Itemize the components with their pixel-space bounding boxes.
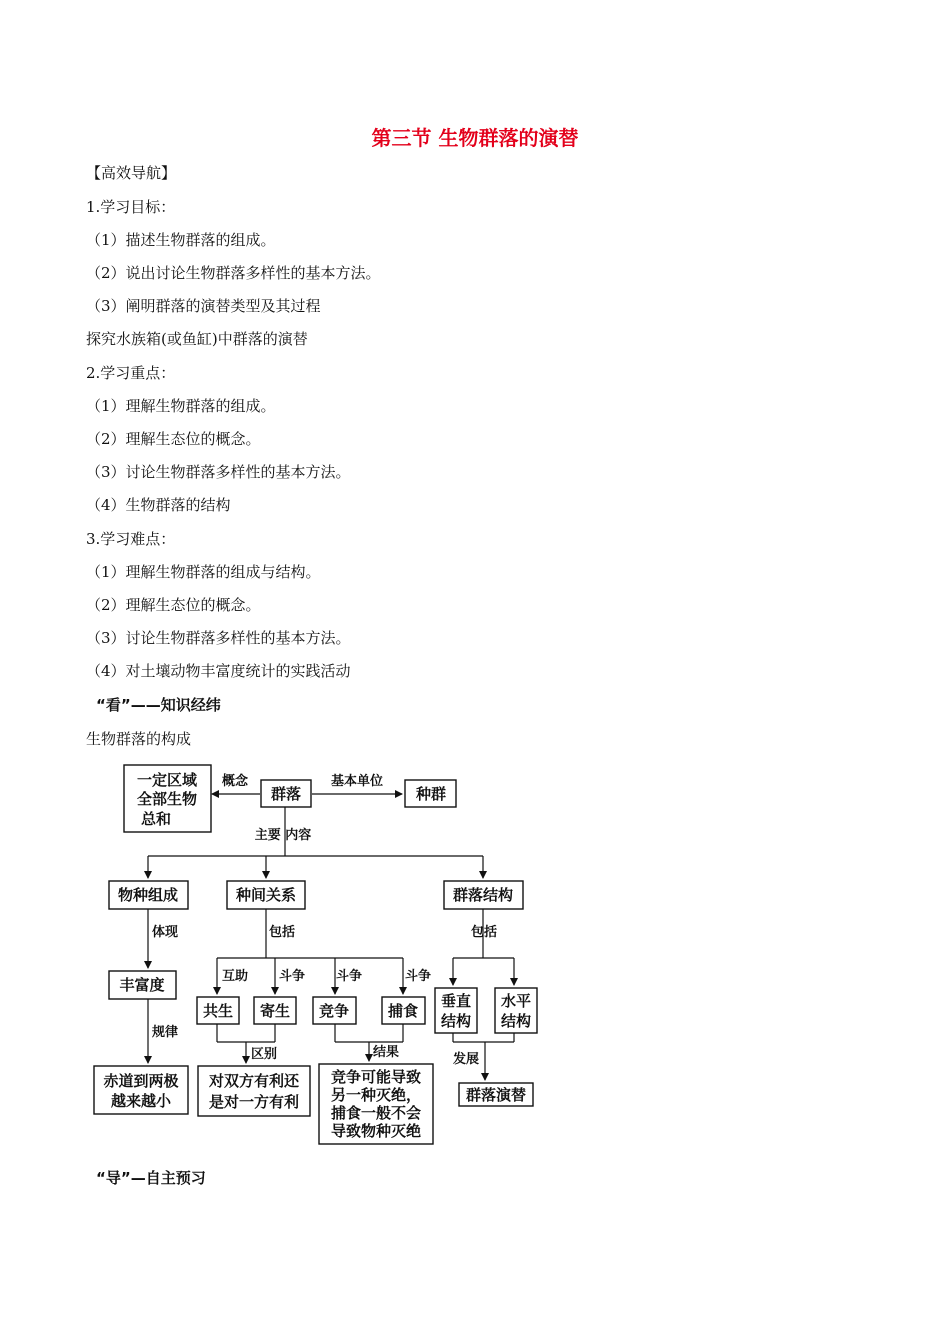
result-box-line: 另一种灭绝， [330, 1086, 422, 1104]
concept-box-line: 全部生物 [136, 790, 198, 808]
rule-box-line: 赤道到两极 [103, 1072, 179, 1090]
keypoint-item: （1）理解生物群落的组成。 [86, 397, 276, 415]
vertical-text: 垂直 [440, 992, 472, 1010]
label-fight: 斗争 [278, 969, 306, 984]
structure-text: 群落结构 [452, 886, 514, 904]
label-main-content: 主要 内容 [254, 828, 312, 843]
diagram-caption: 生物群落的构成 [86, 730, 192, 748]
parasitism-text: 寄生 [259, 1002, 291, 1020]
goal-item: （2）说出讨论生物群落多样性的基本方法。 [86, 264, 381, 282]
relations-text: 种间关系 [235, 886, 297, 904]
page-title: 第三节 生物群落的演替 [371, 126, 579, 150]
nav-heading: 【高效导航】 [86, 164, 177, 182]
label-concept: 概念 [221, 774, 249, 789]
symbiosis-text: 共生 [202, 1002, 234, 1020]
population-text: 种群 [415, 785, 447, 803]
result-box-line: 竞争可能导致 [330, 1068, 422, 1086]
label-include: 包括 [268, 925, 296, 940]
section-look-heading: “看”——知识经纬 [96, 696, 221, 714]
result-box-line: 捕食一般不会 [330, 1104, 422, 1122]
keypoint-item: （4）生物群落的结构 [86, 496, 231, 514]
label-difference: 区别 [250, 1047, 278, 1062]
concept-box-line: 总和 [140, 810, 172, 828]
result-box-line: 导致物种灭绝 [330, 1122, 422, 1140]
goals-heading: 1.学习目标： [86, 198, 176, 216]
label-unit: 基本单位 [330, 774, 384, 789]
difficulty-item: （2）理解生态位的概念。 [86, 596, 261, 614]
label-include: 包括 [470, 925, 498, 940]
section-guide-heading: “导”—自主预习 [96, 1169, 206, 1187]
difficulty-item: （4）对土壤动物丰富度统计的实践活动 [86, 662, 351, 680]
center-text: 群落 [270, 785, 302, 803]
horizontal-text: 结构 [500, 1012, 532, 1030]
keypoints-heading: 2.学习重点： [86, 364, 176, 382]
difficulties-heading: 3.学习难点： [86, 530, 176, 548]
keypoint-item: （2）理解生态位的概念。 [86, 430, 261, 448]
diff-box-line: 是对一方有利 [208, 1093, 300, 1111]
label-develop: 发展 [452, 1052, 480, 1067]
label-mutual: 互助 [221, 969, 249, 984]
label-rule: 规律 [151, 1025, 179, 1040]
label-fight: 斗争 [335, 969, 363, 984]
horizontal-text: 水平 [500, 992, 532, 1010]
rule-box-line: 越来越小 [110, 1092, 172, 1110]
competition-text: 竞争 [318, 1002, 350, 1020]
predation-text: 捕食 [387, 1002, 419, 1020]
vertical-text: 结构 [440, 1012, 472, 1030]
keypoint-item: （3）讨论生物群落多样性的基本方法。 [86, 463, 351, 481]
concept-box-line: 一定区域 [136, 771, 198, 789]
succession-text: 群落演替 [465, 1086, 527, 1104]
difficulty-item: （3）讨论生物群落多样性的基本方法。 [86, 629, 351, 647]
label-fight: 斗争 [404, 969, 432, 984]
goal-item: （3）阐明群落的演替类型及其过程 [86, 297, 321, 315]
label-embody: 体现 [151, 925, 179, 940]
goal-extra: 探究水族箱(或鱼缸)中群落的演替 [86, 330, 308, 348]
difficulty-item: （1）理解生物群落的组成与结构。 [86, 563, 321, 581]
label-result: 结果 [372, 1045, 400, 1060]
species-comp-text: 物种组成 [117, 886, 179, 904]
goal-item: （1）描述生物群落的组成。 [86, 231, 276, 249]
diff-box-line: 对双方有利还 [208, 1072, 300, 1090]
richness-text: 丰富度 [119, 976, 165, 994]
